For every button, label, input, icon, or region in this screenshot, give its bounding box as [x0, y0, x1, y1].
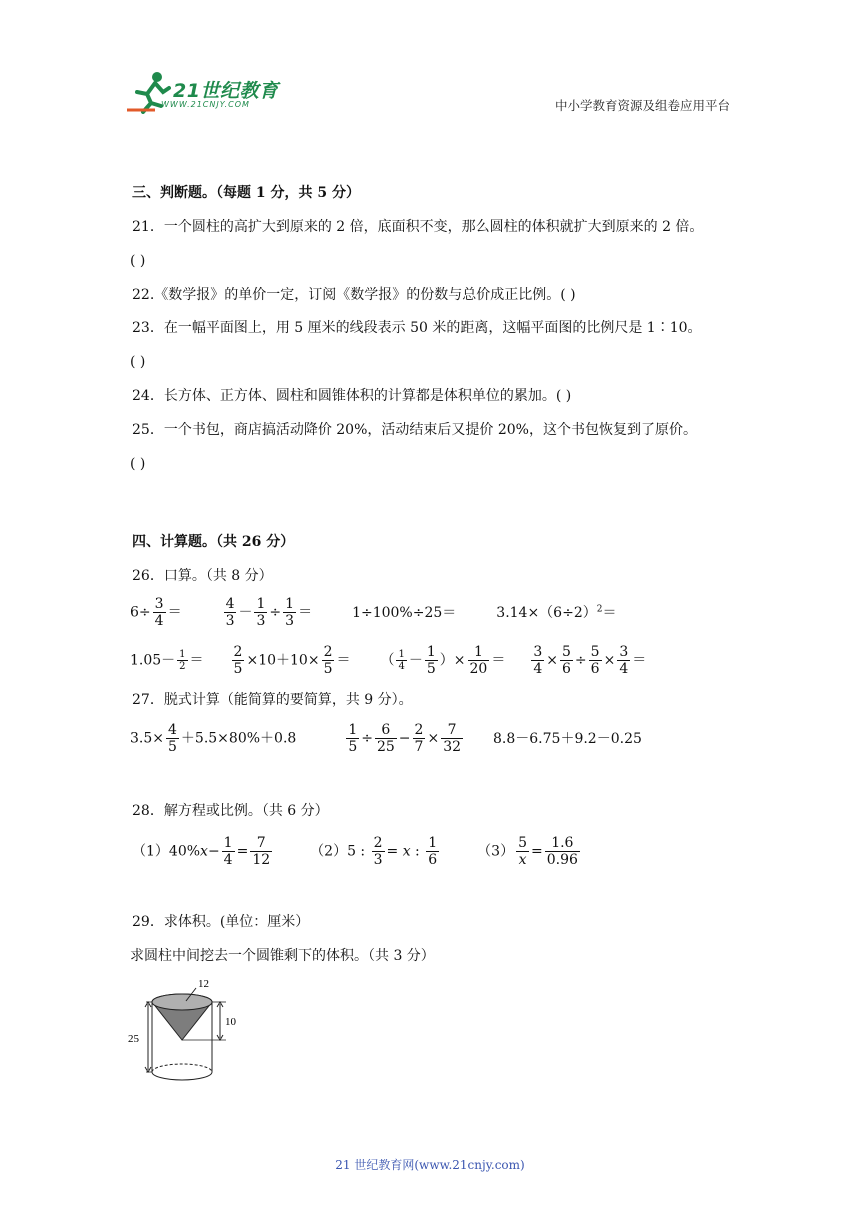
expr-5: 1.05－ $\frac{1}{2}$ ＝: [130, 648, 204, 672]
question-27: 27．脱式计算（能简算的要简算，共 9 分）。: [132, 692, 413, 708]
label-25: 25: [128, 1033, 139, 1045]
logo-url: WWW.21CNJY.COM: [161, 100, 250, 109]
expr-6: $\frac{2}{5}$ ×10＋10× $\frac{2}{5}$ ＝: [233, 643, 351, 677]
cylinder-bottom-front: [152, 1072, 212, 1080]
equation-row: [132, 831, 582, 871]
question-25: 25．一个书包，商店搞活动降价 20%，活动结束后又提价 20%，这个书包恢复到了原价。: [132, 422, 697, 438]
section4-title: 四、计算题。（共 26 分）: [132, 534, 295, 550]
equation-3: （3） $\frac{5}{x}$ = $\frac{1.6}{0.96}$: [477, 834, 578, 868]
question-21: 21．一个圆柱的高扩大到原来的 2 倍，底面积不变，那么圆柱的体积就扩大到原来的 2 倍。: [132, 219, 704, 235]
question-28: 28．解方程或比例。（共 6 分）: [132, 803, 329, 819]
section3-title: 三、判断题。（每题 1 分，共 5 分）: [132, 185, 360, 201]
question-24: 24．长方体、正方体、圆柱和圆锥体积的计算都是体积单位的累加。( ): [132, 388, 572, 404]
expr-8: $\frac{3}{4}$ × $\frac{5}{6}$ ÷ $\frac{5}{6}$ × $\frac{3}{4}$ ＝: [533, 643, 647, 677]
answer-blank-21: ( ): [130, 253, 146, 269]
cylinder-cone-figure: [126, 974, 246, 1086]
logo-text: 21世纪教育: [173, 80, 279, 102]
question-29: 29．求体积。(单位：厘米）: [132, 914, 310, 930]
question-23: 23．在一幅平面图上，用 5 厘米的线段表示 50 米的距离，这幅平面图的比例尺是 1∶10。: [132, 320, 702, 336]
label-12: 12: [198, 978, 209, 990]
logo: [125, 70, 295, 115]
oral-calc-row-1: [130, 592, 616, 632]
question-29-sub: 求圆柱中间挖去一个圆锥剩下的体积。（共 3 分）: [130, 948, 435, 964]
equation-1: （1）40%x− $\frac{1}{4}$ = $\frac{7}{12}$: [132, 834, 271, 868]
question-22: 22.《数学报》的单价一定，订阅《数学报》的份数与总价成正比例。( ): [132, 287, 576, 303]
expr-4: $3.14\times(6\div 2)^2=$: [496, 604, 617, 621]
expr-7: （ $\frac{1}{4}$ － $\frac{1}{5}$ ）× $\frac{1}{20}$ ＝: [380, 643, 506, 677]
answer-blank-23: ( ): [130, 354, 146, 370]
footer: 21 世纪教育网(www.21cnjy.com): [335, 1158, 525, 1172]
expr-1: 6÷ $\frac{3}{4}$ ＝: [130, 595, 182, 629]
answer-blank-25: ( ): [130, 456, 146, 472]
question-26: 26．口算。（共 8 分）: [132, 568, 273, 584]
expr-2: $\frac{4}{3}$ － $\frac{1}{3}$ ÷ $\frac{1}{3}$ ＝: [225, 595, 313, 629]
step-calc-row: [130, 718, 642, 758]
step-expr-2: $\frac{1}{5}$ ÷ $\frac{6}{25}$ − $\frac{2}{7}$ × $\frac{7}{32}$: [348, 721, 462, 755]
step-expr-1: 3.5× $\frac{4}{5}$ ＋5.5×80%＋0.8: [130, 721, 297, 755]
equation-2: （2）5 : $\frac{2}{3}$ = x : $\frac{1}{6}$: [310, 834, 438, 868]
platform-label: 中小学教育资源及组卷应用平台: [554, 98, 730, 113]
oral-calc-row-2: [130, 640, 646, 680]
step-expr-3: 8.8－6.75＋9.2－0.25: [493, 731, 642, 747]
cone-top: [152, 994, 212, 1010]
expr-3: 1÷100%÷25＝: [352, 605, 457, 621]
label-10: 10: [225, 1016, 236, 1028]
cylinder-bottom-back: [152, 1064, 212, 1072]
